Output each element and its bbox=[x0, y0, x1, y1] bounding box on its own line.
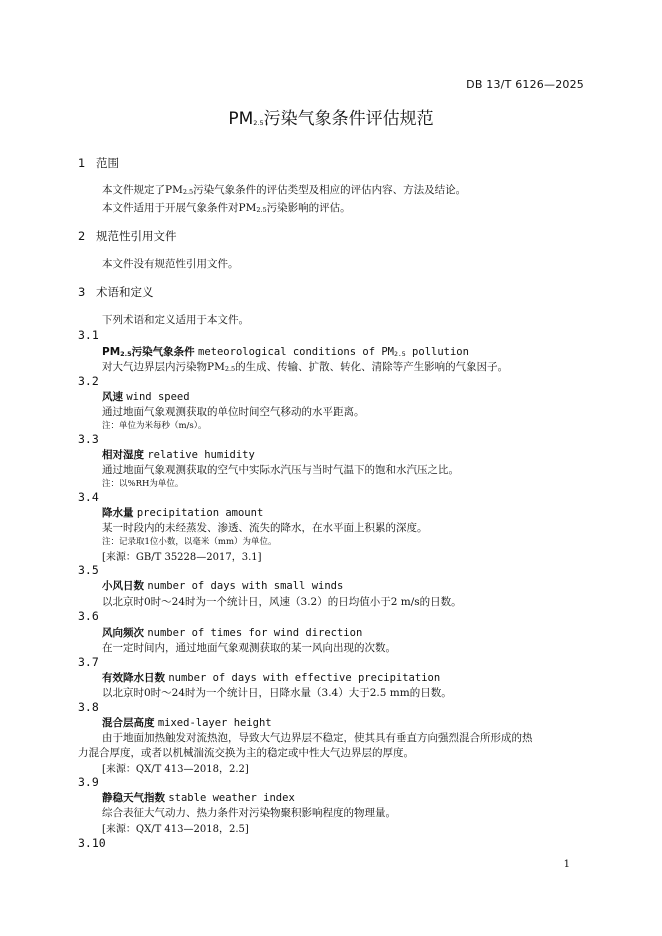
section-1-para-2: 本文件适用于开展气象条件对PM2.5污染影响的评估。 bbox=[102, 202, 351, 214]
term-3-9-title: 静稳天气指数 stable weather index bbox=[102, 792, 295, 804]
term-3-1-number: 3.1 bbox=[78, 328, 99, 342]
term-3-4-title: 降水量 precipitation amount bbox=[102, 507, 264, 519]
section-3-intro: 下列术语和定义适用于本文件。 bbox=[102, 314, 249, 326]
term-3-5-title: 小风日数 number of days with small winds bbox=[102, 580, 344, 592]
term-3-3-note: 注：以%RH为单位。 bbox=[102, 479, 184, 489]
term-3-5-number: 3.5 bbox=[78, 563, 99, 577]
term-3-6-definition: 在一定时间内，通过地面气象观测获取的某一风向出现的次数。 bbox=[102, 642, 396, 654]
term-3-2-note: 注：单位为米每秒（m/s）。 bbox=[102, 421, 207, 431]
term-3-5-definition: 以北京时0时～24时为一个统计日，风速（3.2）的日均值小于2 m/s的日数。 bbox=[102, 596, 462, 608]
page-number: 1 bbox=[563, 859, 570, 870]
term-3-8-title: 混合层高度 mixed-layer height bbox=[102, 717, 272, 729]
section-3-heading: 3 术语和定义 bbox=[78, 285, 154, 299]
term-3-7-number: 3.7 bbox=[78, 655, 99, 669]
term-3-1-definition: 对大气边界层内污染物PM2.5的生成、传输、扩散、转化、清除等产生影响的气象因子。 bbox=[102, 361, 509, 373]
term-3-3-title: 相对湿度 relative humidity bbox=[102, 449, 255, 461]
term-3-2-definition: 通过地面气象观测获取的单位时间空气移动的水平距离。 bbox=[102, 406, 365, 418]
term-3-7-definition: 以北京时0时～24时为一个统计日，日降水量（3.4）大于2.5 mm的日数。 bbox=[102, 687, 452, 699]
term-3-8-number: 3.8 bbox=[78, 700, 99, 714]
term-3-9-number: 3.9 bbox=[78, 775, 99, 789]
term-3-4-definition: 某一时段内的未经蒸发、渗透、流失的降水，在水平面上积累的深度。 bbox=[102, 522, 428, 534]
term-3-1-title: PM2.5污染气象条件 meteorological conditions of PM2.5 pollution bbox=[102, 346, 469, 358]
term-3-3-number: 3.3 bbox=[78, 432, 99, 446]
term-3-10-number: 3.10 bbox=[78, 836, 106, 850]
term-3-9-definition: 综合表征大气动力、热力条件对污染物聚积影响程度的物理量。 bbox=[102, 807, 396, 819]
term-3-3-definition: 通过地面气象观测获取的空气中实际水汽压与当时气温下的饱和水汽压之比。 bbox=[102, 464, 459, 476]
term-3-6-title: 风向频次 number of times for wind direction bbox=[102, 627, 363, 639]
term-3-9-source: [来源：QX/T 413—2018，2.5] bbox=[102, 824, 249, 835]
term-3-8-definition-line-1: 由于地面加热触发对流热泡，导致大气边界层不稳定，使其具有垂直方向强烈混合所形成的热 bbox=[102, 732, 533, 744]
standard-number: DB 13/T 6126—2025 bbox=[466, 78, 584, 91]
term-3-4-source: [来源：GB/T 35228—2017，3.1] bbox=[102, 552, 262, 563]
section-1-para-1: 本文件规定了PM2.5污染气象条件的评估类型及相应的评估内容、方法及结论。 bbox=[102, 184, 467, 196]
term-3-6-number: 3.6 bbox=[78, 609, 99, 623]
section-2-para-1: 本文件没有规范性引用文件。 bbox=[102, 258, 239, 270]
term-3-8-definition-line-2: 力混合厚度，或者以机械湍流交换为主的稳定或中性大气边界层的厚度。 bbox=[78, 747, 414, 759]
term-3-2-number: 3.2 bbox=[78, 374, 99, 388]
document-title: $PM_{2.5}$污染气象条件评估规范 bbox=[228, 109, 434, 129]
term-3-2-title: 风速 wind speed bbox=[102, 391, 190, 403]
term-3-4-note: 注：记录取1位小数，以毫米（mm）为单位。 bbox=[102, 537, 277, 547]
term-3-7-title: 有效降水日数 number of days with effective precipitation bbox=[102, 672, 441, 684]
term-3-4-number: 3.4 bbox=[78, 490, 99, 504]
section-2-heading: 2 规范性引用文件 bbox=[78, 229, 177, 243]
term-3-8-source: [来源：QX/T 413—2018，2.2] bbox=[102, 764, 249, 775]
section-1-heading: 1 范围 bbox=[78, 156, 119, 170]
